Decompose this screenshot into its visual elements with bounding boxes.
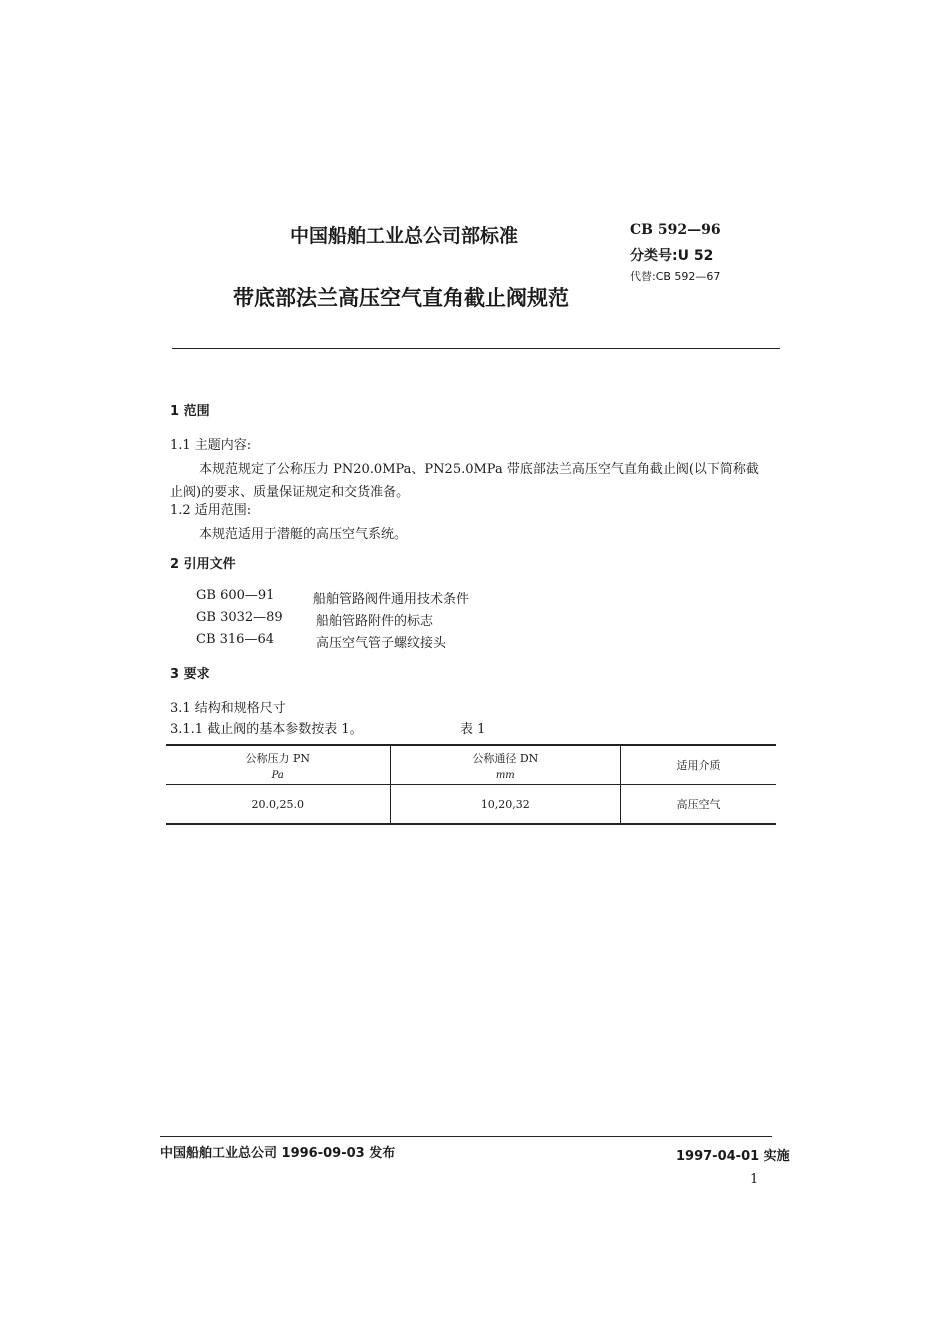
- issue-date: 中国船舶工业总公司 1996-09-03 发布: [160, 1146, 396, 1161]
- section-2-heading: 2 引用文件: [170, 557, 236, 572]
- table-header-row: [166, 745, 776, 785]
- reference-title: 船舶管路阀件通用技术条件: [313, 592, 470, 607]
- section-1-1-text-line2: 止阀)的要求、质量保证规定和交货准备。: [170, 485, 410, 500]
- table-row: [166, 785, 776, 825]
- section-1-2-text: 本规范适用于潜艇的高压空气系统。: [199, 527, 408, 542]
- reference-code: GB 600—91: [196, 588, 275, 603]
- header-divider: [172, 348, 780, 349]
- replaces-standard: 代替:CB 592—67: [630, 270, 721, 283]
- section-1-1-text-line1: 本规范规定了公称压力 PN20.0MPa、PN25.0MPa 带底部法兰高压空气直角截止阀(以下简称截: [199, 462, 759, 477]
- reference-title: 船舶管路附件的标志: [316, 614, 434, 629]
- section-1-1-heading: 1.1 主题内容:: [170, 438, 252, 453]
- header-cell-pressure: 公称压力 PN Pa: [166, 745, 390, 785]
- reference-code: CB 316—64: [196, 632, 274, 647]
- classification-number: 分类号:U 52: [630, 248, 714, 264]
- header-cell-medium: 适用介质: [621, 745, 776, 785]
- cell-diameter-value: 10,20,32: [390, 785, 620, 825]
- cell-pressure-value: 20.0,25.0: [166, 785, 390, 825]
- reference-code: GB 3032—89: [196, 610, 283, 625]
- table-caption: 表 1: [460, 722, 486, 737]
- reference-title: 高压空气管子螺纹接头: [316, 636, 447, 651]
- section-3-1-1-text: 3.1.1 截止阀的基本参数按表 1。: [170, 722, 363, 737]
- cell-medium-value: 高压空气: [621, 785, 776, 825]
- page-number: 1: [750, 1172, 759, 1187]
- section-1-heading: 1 范围: [170, 404, 210, 419]
- section-1-2-heading: 1.2 适用范围:: [170, 503, 252, 518]
- effective-date: 1997-04-01 实施: [676, 1149, 790, 1164]
- document-title: 带底部法兰高压空气直角截止阀规范: [233, 286, 569, 310]
- section-3-heading: 3 要求: [170, 667, 210, 682]
- parameter-table: [166, 744, 776, 825]
- footer-divider: [160, 1136, 772, 1137]
- org-title: 中国船舶工业总公司部标准: [290, 225, 519, 247]
- standard-code: CB 592—96: [630, 222, 721, 238]
- header-cell-diameter: 公称通径 DN mm: [390, 745, 620, 785]
- section-3-1-heading: 3.1 结构和规格尺寸: [170, 701, 286, 716]
